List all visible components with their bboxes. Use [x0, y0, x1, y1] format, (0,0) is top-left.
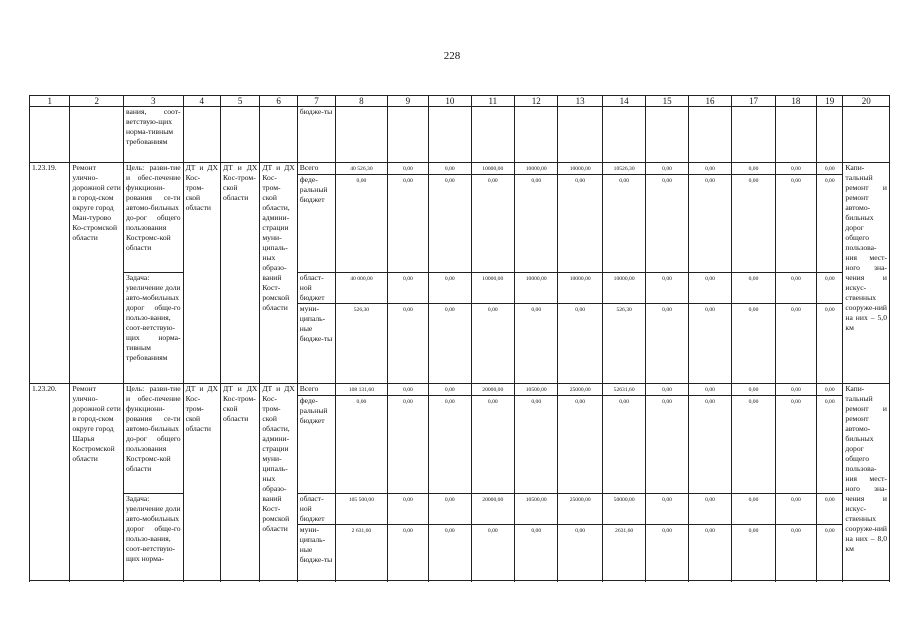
budget-table — [29, 95, 890, 581]
executor-cell: ДТ и ДХ Кос-тром-ской области, админи-страции муни-ципаль-ных образо-ваний Кост-ромской области — [260, 163, 297, 384]
amount: 20000,00 — [471, 384, 514, 396]
amount: 526,30 — [602, 304, 645, 384]
amount: 108 131,60 — [336, 384, 388, 396]
amount: 10000,00 — [515, 273, 558, 304]
amount: 0,00 — [688, 525, 731, 581]
amount: 0,00 — [775, 494, 816, 525]
amount: 0,00 — [688, 494, 731, 525]
amount: 0,00 — [775, 163, 816, 175]
amount: 0,00 — [387, 175, 428, 273]
expected-result: Капи-тальный ремонт и ремонт автомо-бильных дорог общего пользова-ния мест-ного зна-чения и искус-ственных сооруже-ний на них – 8,0 км — [843, 384, 890, 581]
amount: 25000,00 — [558, 494, 602, 525]
source-municipal: муни-ципаль-ные бюдже-ты — [297, 304, 335, 384]
row-number: 1.23.19. — [30, 163, 70, 384]
amount: 0,00 — [387, 384, 428, 396]
amount: 0,00 — [688, 163, 731, 175]
measure-goal: Цель: разви-тие и обес-печение функциони-рования се-ти автомо-бильных до-рог общего пользования Костромс-кой области — [123, 163, 183, 273]
amount: 10500,00 — [515, 384, 558, 396]
amount: 0,00 — [775, 175, 816, 273]
measure-name: Ремонт улично-дорожной сети в город-ском округе город Ман-турово Ко-стромской области — [70, 163, 124, 384]
amount: 0,00 — [558, 525, 602, 581]
amount: 0,00 — [817, 396, 843, 494]
amount: 0,00 — [646, 384, 688, 396]
column-number: 12 — [515, 96, 558, 107]
amount: 0,00 — [471, 396, 514, 494]
amount: 0,00 — [387, 396, 428, 494]
amount: 40 526,30 — [336, 163, 388, 175]
amount: 0,00 — [775, 525, 816, 581]
amount: 0,00 — [646, 273, 688, 304]
source-federal: феде-ральный бюджет — [297, 396, 335, 494]
column-number: 17 — [732, 96, 775, 107]
amount: 0,00 — [732, 396, 775, 494]
source-total: Всего — [297, 384, 335, 396]
column-number: 16 — [688, 96, 731, 107]
amount: 0,00 — [732, 304, 775, 384]
executor-cell: ДТ и ДХ Кос-тром-ской области, админи-страции муни-ципаль-ных образо-ваний Кост-ромской области — [260, 384, 297, 581]
amount: 0,00 — [732, 525, 775, 581]
amount: 10000,00 — [515, 163, 558, 175]
amount: 0,00 — [775, 384, 816, 396]
source-continuation: бюдже-ты — [297, 107, 335, 163]
amount: 0,00 — [471, 175, 514, 273]
amount: 0,00 — [646, 525, 688, 581]
column-number: 7 — [297, 96, 335, 107]
amount: 0,00 — [732, 175, 775, 273]
amount: 0,00 — [732, 163, 775, 175]
amount: 20000,00 — [471, 494, 514, 525]
amount: 2631,60 — [602, 525, 645, 581]
amount: 0,00 — [558, 396, 602, 494]
column-number: 20 — [843, 96, 890, 107]
amount: 0,00 — [817, 304, 843, 384]
column-number: 18 — [775, 96, 816, 107]
amount: 0,00 — [429, 396, 471, 494]
column-number: 4 — [183, 96, 220, 107]
amount: 0,00 — [471, 525, 514, 581]
amount: 0,00 — [688, 396, 731, 494]
amount: 0,00 — [429, 384, 471, 396]
amount: 10526,30 — [602, 163, 645, 175]
amount: 0,00 — [817, 525, 843, 581]
amount: 10000,00 — [471, 273, 514, 304]
amount: 0,00 — [336, 396, 388, 494]
column-number: 2 — [70, 96, 124, 107]
amount: 10500,00 — [515, 494, 558, 525]
amount: 0,00 — [558, 175, 602, 273]
column-number: 8 — [336, 96, 388, 107]
amount: 0,00 — [515, 396, 558, 494]
amount: 0,00 — [732, 384, 775, 396]
column-number: 14 — [602, 96, 645, 107]
column-number-row — [30, 96, 890, 107]
page-number: 228 — [443, 50, 461, 62]
column-number: 6 — [260, 96, 297, 107]
amount: 0,00 — [732, 494, 775, 525]
amount: 0,00 — [515, 304, 558, 384]
source-municipal: муни-ципаль-ные бюдже-ты — [297, 525, 335, 581]
amount: 0,00 — [429, 525, 471, 581]
column-number: 19 — [817, 96, 843, 107]
amount: 0,00 — [387, 525, 428, 581]
amount: 0,00 — [429, 163, 471, 175]
executor-cell: ДТ и ДХ Кос-тром-ской области — [183, 163, 220, 384]
source-total: Всего — [297, 163, 335, 175]
amount: 0,00 — [387, 273, 428, 304]
table-row — [30, 384, 890, 396]
source-federal: феде-ральный бюджет — [297, 175, 335, 273]
amount: 0,00 — [775, 396, 816, 494]
amount: 10000,00 — [471, 163, 514, 175]
source-regional: област-ной бюджет — [297, 273, 335, 304]
amount: 0,00 — [471, 304, 514, 384]
amount: 0,00 — [775, 304, 816, 384]
amount: 52631,60 — [602, 384, 645, 396]
amount: 0,00 — [558, 304, 602, 384]
amount: 0,00 — [515, 525, 558, 581]
measure-goal: Цель: разви-тие и обес-печение функциони-рования се-ти автомо-бильных до-рог общего пользования Костромс-кой области — [123, 384, 183, 494]
executor-cell: ДТ и ДХ Кос-тром-ской области — [183, 384, 220, 581]
amount: 25000,00 — [558, 384, 602, 396]
amount: 0,00 — [387, 494, 428, 525]
executor-cell: ДТ и ДХ Кос-тром-ской области — [220, 384, 259, 581]
amount: 0,00 — [817, 175, 843, 273]
column-number: 15 — [646, 96, 688, 107]
source-regional: област-ной бюджет — [297, 494, 335, 525]
column-number: 9 — [387, 96, 428, 107]
amount: 0,00 — [387, 304, 428, 384]
amount: 2 631,60 — [336, 525, 388, 581]
amount: 50000,00 — [602, 494, 645, 525]
amount: 40 000,00 — [336, 273, 388, 304]
executor-cell: ДТ и ДХ Кос-тром-ской области — [220, 163, 259, 384]
column-number: 10 — [429, 96, 471, 107]
expected-result: Капи-тальный ремонт и ремонт автомо-бильных дорог общего пользова-ния мест-ного зна-чения и искус-ственных сооруже-ний на них – 5,0 км — [843, 163, 890, 384]
amount: 0,00 — [646, 494, 688, 525]
amount: 0,00 — [646, 163, 688, 175]
amount: 0,00 — [646, 396, 688, 494]
amount: 0,00 — [429, 273, 471, 304]
amount: 0,00 — [688, 304, 731, 384]
measure-name: Ремонт улично-дорожной сети в город-ском округе город Шарья Костромской области — [70, 384, 124, 581]
amount: 0,00 — [429, 175, 471, 273]
amount: 0,00 — [387, 163, 428, 175]
amount: 0,00 — [429, 304, 471, 384]
column-number: 13 — [558, 96, 602, 107]
goal-continuation: вания, соот-ветствую-щих норма-тивным требованиям — [123, 107, 183, 163]
column-number: 3 — [123, 96, 183, 107]
amount: 0,00 — [646, 175, 688, 273]
amount: 0,00 — [817, 384, 843, 396]
amount: 0,00 — [817, 273, 843, 304]
column-number: 1 — [30, 96, 70, 107]
row-number: 1.23.20. — [30, 384, 70, 581]
amount: 105 500,00 — [336, 494, 388, 525]
amount: 10000,00 — [558, 163, 602, 175]
continuation-row — [30, 107, 890, 163]
amount: 0,00 — [817, 494, 843, 525]
amount: 0,00 — [602, 396, 645, 494]
amount: 526,30 — [336, 304, 388, 384]
table-row — [30, 163, 890, 175]
amount: 0,00 — [688, 175, 731, 273]
amount: 10000,00 — [602, 273, 645, 304]
amount: 10000,00 — [558, 273, 602, 304]
measure-task: Задача: увеличение доли авто-мобильных дорог обще-го пользо-вания, соот-ветствую-щих норма-тивным требованиям — [123, 273, 183, 384]
amount: 0,00 — [646, 304, 688, 384]
column-number: 11 — [471, 96, 514, 107]
measure-task: Задача: увеличение доли авто-мобильных дорог обще-го пользо-вания, соот-ветствую-щих норма- — [123, 494, 183, 581]
amount: 0,00 — [336, 175, 388, 273]
amount: 0,00 — [688, 273, 731, 304]
amount: 0,00 — [515, 175, 558, 273]
column-number: 5 — [220, 96, 259, 107]
amount: 0,00 — [688, 384, 731, 396]
amount: 0,00 — [429, 494, 471, 525]
amount: 0,00 — [775, 273, 816, 304]
amount: 0,00 — [817, 163, 843, 175]
amount: 0,00 — [602, 175, 645, 273]
amount: 0,00 — [732, 273, 775, 304]
